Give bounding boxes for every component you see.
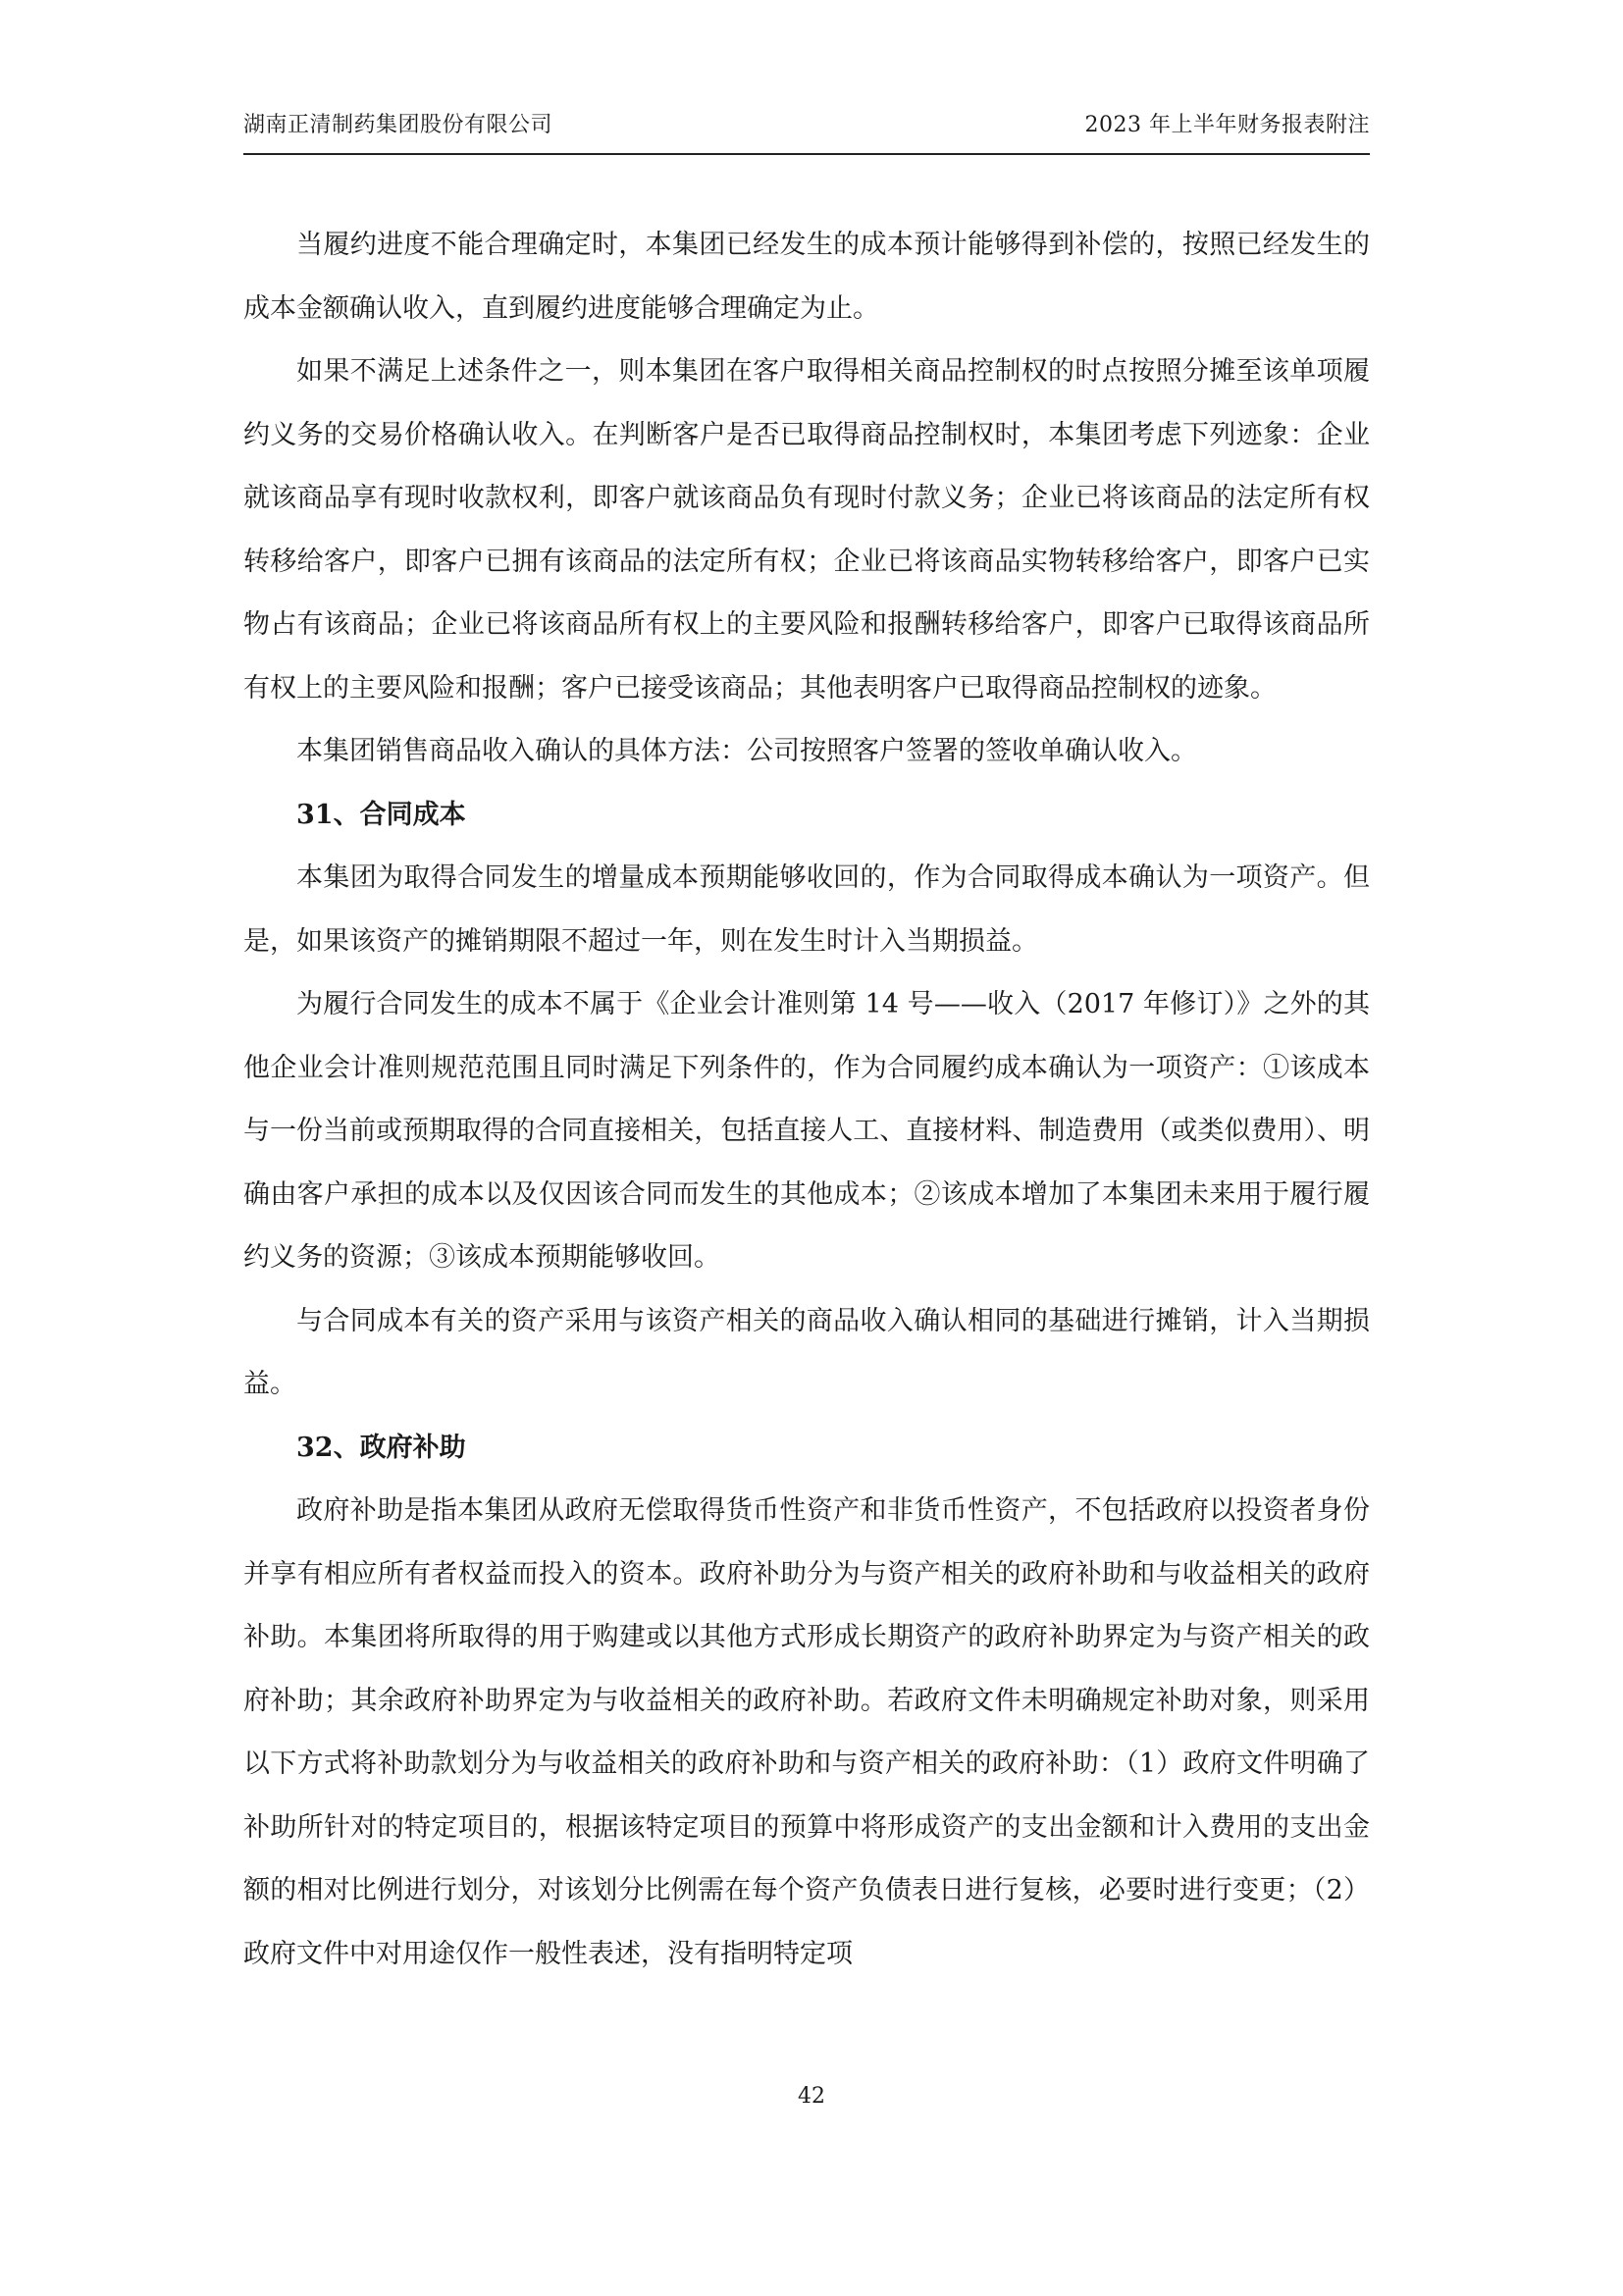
paragraph-performance-progress: 当履约进度不能合理确定时，本集团已经发生的成本预计能够得到补偿的，按照已经发生的成本金额确认收入，直到履约进度能够合理确定为止。 <box>243 230 1370 324</box>
paragraph-fulfilment-cost: 为履行合同发生的成本不属于《企业会计准则第 14 号——收入（2017 年修订）》之外的其他企业会计准则规范范围且同时满足下列条件的，作为合同履约成本确认为一项资产：①该成本与一份当前或预期取得的合同直接相关，包括直接人工、直接材料、制造费用（或类似费用）、明确由客户承担的成本以及仅因该合同而发生的其他成本；②该成本增加了本集团未来用于履行履约义务的资源；③该成本预期能够收回。 <box>243 989 1370 1273</box>
page-header <box>243 110 1370 149</box>
paragraph-control-transfer: 如果不满足上述条件之一，则本集团在客户取得相关商品控制权的时点按照分摊至该单项履约义务的交易价格确认收入。在判断客户是否已取得商品控制权时，本集团考虑下列迹象：企业就该商品享有现时收款权利，即客户就该商品负有现时付款义务；企业已将该商品的法定所有权转移给客户，即客户已拥有该商品的法定所有权；企业已将该商品实物转移给客户，即客户已实物占有该商品；企业已将该商品所有权上的主要风险和报酬转移给客户，即客户已取得该商品所有权上的主要风险和报酬；客户已接受该商品；其他表明客户已取得商品控制权的迹象。 <box>243 356 1370 704</box>
paragraph-revenue-method: 本集团销售商品收入确认的具体方法：公司按照客户签署的签收单确认收入。 <box>296 736 1197 766</box>
paragraph-acquisition-cost: 本集团为取得合同发生的增量成本预期能够收回的，作为合同取得成本确认为一项资产。但是，如果该资产的摊销期限不超过一年，则在发生时计入当期损益。 <box>243 862 1370 957</box>
header-divider <box>243 153 1370 155</box>
page-number: 42 <box>798 2084 825 2109</box>
document-body <box>243 214 1370 1986</box>
paragraph-government-grants: 政府补助是指本集团从政府无偿取得货币性资产和非货币性资产，不包括政府以投资者身份并享有相应所有者权益而投入的资本。政府补助分为与资产相关的政府补助和与收益相关的政府补助。本集团将所取得的用于购建或以其他方式形成长期资产的政府补助界定为与资产相关的政府补助；其余政府补助界定为与收益相关的政府补助。若政府文件未明确规定补助对象，则采用以下方式将补助款划分为与收益相关的政府补助和与资产相关的政府补助：（1）政府文件明确了补助所针对的特定项目的，根据该特定项目的预算中将形成资产的支出金额和计入费用的支出金额的相对比例进行划分，对该划分比例需在每个资产负债表日进行复核，必要时进行变更；（2）政府文件中对用途仅作一般性表述，没有指明特定项 <box>243 1495 1370 1969</box>
paragraph-amortization: 与合同成本有关的资产采用与该资产相关的商品收入确认相同的基础进行摊销，计入当期损益。 <box>243 1305 1370 1399</box>
section-heading-contract-cost: 31、合同成本 <box>296 799 466 830</box>
report-title: 2023 年上半年财务报表附注 <box>1084 113 1370 137</box>
section-heading-government-grants: 32、政府补助 <box>296 1432 466 1463</box>
company-name: 湖南正清制药集团股份有限公司 <box>243 113 553 137</box>
